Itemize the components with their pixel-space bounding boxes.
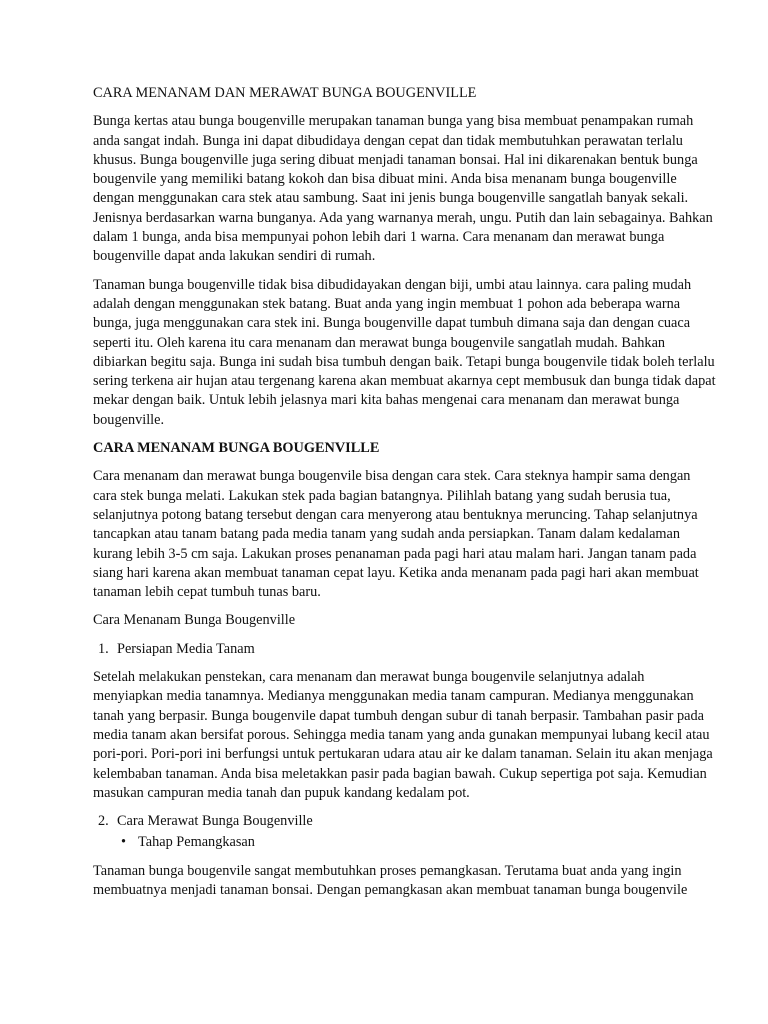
subsection-heading: Cara Menanam Bunga Bougenville	[93, 612, 296, 629]
body-paragraph	[93, 467, 768, 602]
text-line: tancapkan atau tanam batang pada media tanam yang sudah anda persiapkan. Tanam dalam kedalaman	[93, 526, 681, 543]
text-line: tanaman lebih cepat tumbuh tunas baru.	[93, 584, 321, 601]
body-paragraph	[93, 668, 768, 803]
text-line: masukan campuran media tanah dan pupuk kandang kedalam pot.	[93, 784, 470, 801]
text-line: bougenville dapat anda lakukan sendiri di rumah.	[93, 248, 376, 265]
text-line: kelembaban tanaman. Anda bisa meletakkan pasir pada bagian bawah. Cukup sepertiga pot saja. Kemudian	[93, 765, 707, 782]
text-line: bougenville.	[93, 411, 165, 428]
intro-paragraph	[93, 112, 768, 266]
text-line: Cara menanam dan merawat bunga bougenvile bisa dengan cara stek. Cara steknya hampir sama dengan	[93, 468, 691, 485]
bullet-icon: •	[121, 834, 127, 851]
text-line: adalah dengan menggunakan stek batang. Buat anda yang ingin membuat 1 pohon ada beberapa warna	[93, 295, 681, 312]
text-line: anda sangat indah. Bunga ini dapat dibudidaya dengan cepat dan tidak membutuhkan perawatan terlalu	[93, 132, 683, 149]
text-line: dibiarkan begitu saja. Bunga ini sudah bisa tumbuh dengan baik. Tetapi bunga bougenvile tidak boleh terlalu	[93, 353, 715, 370]
text-line: siang hari karena akan membuat tanaman cepat layu. Ketika anda menanam pada pagi hari akan membuat	[93, 564, 699, 581]
list-item-label: Cara Merawat Bunga Bougenville	[117, 813, 313, 830]
text-line: Jenisnya berdasarkan warna bunganya. Ada yang warnanya merah, ungu. Putih dan lain sebagainya. Bahkan	[93, 209, 713, 226]
text-line: menyiapkan media tanamnya. Medianya menggunakan media tanam campuran. Medianya menggunakan	[93, 688, 694, 705]
list-number: 1.	[98, 640, 109, 657]
list-item-label: Persiapan Media Tanam	[117, 640, 255, 657]
document-title: CARA MENANAM DAN MERAWAT BUNGA BOUGENVILLE	[93, 85, 477, 101]
text-line: Tanaman bunga bougenvile sangat membutuhkan proses pemangkasan. Terutama buat anda yang ingin	[93, 862, 682, 879]
list-item-label: Tahap Pemangkasan	[138, 834, 255, 851]
text-line: seperti itu. Oleh karena itu cara menanam dan merawat bunga bougenvile sangatlah mudah. Bahkan	[93, 334, 666, 351]
text-line: Bunga kertas atau bunga bougenville merupakan tanaman bunga yang bisa membuat penampakan rumah	[93, 113, 694, 130]
body-paragraph	[93, 276, 768, 430]
text-line: media tanam akan bersifat porous. Sehingga media tanam yang anda gunakan mempunyai lubang kecil atau	[93, 726, 710, 743]
text-line: Tanaman bunga bougenville tidak bisa dibudidayakan dengan biji, umbi atau lainnya. cara paling mudah	[93, 276, 692, 293]
numbered-list-item	[93, 640, 768, 659]
body-paragraph	[93, 862, 768, 901]
text-line: sering terkena air hujan atau tergenang karena akan membuat akarnya cept membusuk dan bunga tidak dapat	[93, 373, 716, 390]
text-line: cara stek bunga melati. Lakukan stek pada bagian batangnya. Pilihlah batang yang sudah berusia tua,	[93, 487, 671, 504]
text-line: membuatnya menjadi tanaman bonsai. Dengan pemangkasan akan membuat tanaman bunga bougenvile	[93, 881, 688, 898]
bullet-list-item	[93, 833, 768, 852]
text-line: bougenvile yang memiliki batang kokoh dan bisa dibuat mini. Anda bisa menanam bunga bougenville	[93, 171, 677, 188]
text-line: pori-pori. Pori-pori ini berfungsi untuk pertukaran udara atau air ke dalam tanaman. Selain itu akan menjaga	[93, 746, 713, 763]
text-line: khusus. Bunga bougenville juga sering dibuat menjadi tanaman bonsai. Hal ini dikarenakan bentuk bunga	[93, 151, 698, 168]
document-page	[93, 84, 768, 909]
section-heading: CARA MENANAM BUNGA BOUGENVILLE	[93, 440, 380, 457]
numbered-list-item	[93, 812, 768, 831]
text-line: bunga, juga menggunakan cara stek ini. Bunga bougenville dapat tumbuh dimana saja dan dengan cuaca	[93, 315, 691, 332]
text-line: tanah yang berpasir. Bunga bougenvile dapat tumbuh dengan subur di tanah berpasir. Tambahan pasir pada	[93, 707, 704, 724]
text-line: kurang lebih 3-5 cm saja. Lakukan proses penanaman pada pagi hari atau malam hari. Jangan tanam pada	[93, 545, 697, 562]
text-line: mekar dengan baik. Untuk lebih jelasnya mari kita bahas mengenai cara menanam dan merawat bunga	[93, 392, 680, 409]
text-line: dengan menggunakan cara stek atau sambung. Saat ini jenis bunga bougenville sangatlah banyak sekali.	[93, 190, 689, 207]
text-line: dalam 1 bunga, anda bisa mempunyai pohon lebih dari 1 warna. Cara menanam dan merawat bunga	[93, 229, 665, 246]
list-number: 2.	[98, 813, 109, 830]
text-line: selanjutnya potong batang tersebut dengan cara menyerong atau bentuknya meruncing. Tahap selanjutnya	[93, 506, 698, 523]
text-line: Setelah melakukan penstekan, cara menanam dan merawat bunga bougenvile selanjutnya adalah	[93, 669, 645, 686]
